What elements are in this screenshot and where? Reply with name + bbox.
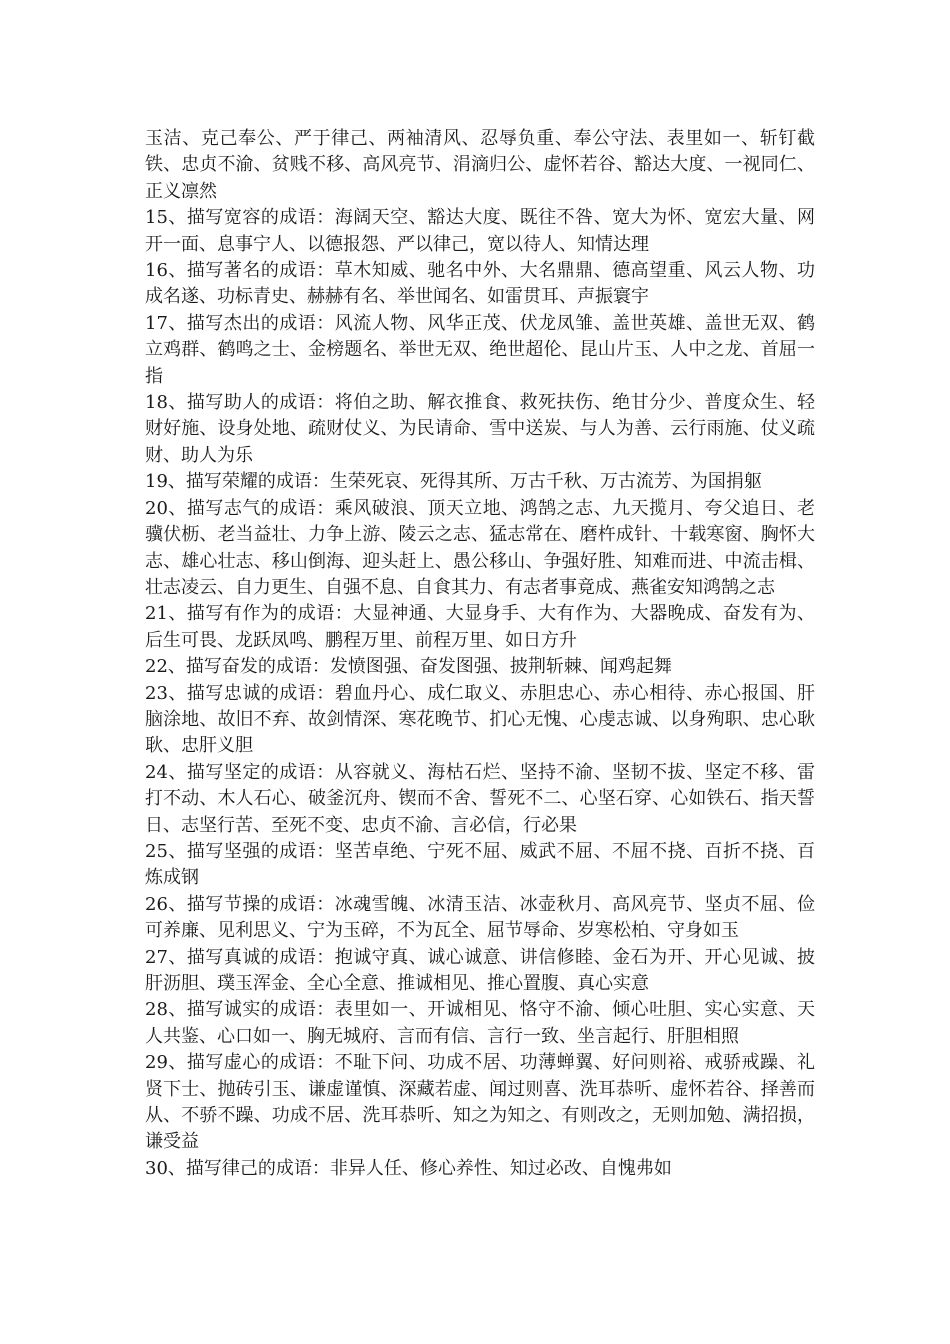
paragraph-striving: 22、描写奋发的成语：发愤图强、奋发图强、披荆斩棘、闻鸡起舞 (145, 656, 672, 678)
paragraph-modesty: 29、描写虚心的成语：不耻下问、功成不居、功薄蝉翼、好问则裕、戒骄戒躁、礼贤下士、抛砖引玉、谦虚谨慎、深藏若虚、闻过则喜、洗耳恭听、虚怀若谷、择善而从、不骄不躁、功成不居、洗耳恭听、知之为知之、有则改之，无则加勉、满招损，谦受益 (145, 1052, 815, 1153)
paragraph-integrity-continued: 玉洁、克己奉公、严于律己、两袖清风、忍辱负重、奉公守法、表里如一、斩钉截铁、忠贞不渝、贫贱不移、高风亮节、涓滴归公、虚怀若谷、豁达大度、一视同仁、正义凛然 (145, 128, 815, 202)
paragraph-helping: 18、描写助人的成语：将伯之助、解衣推食、救死扶伤、绝甘分少、普度众生、轻财好施、设身处地、疏财仗义、为民请命、雪中送炭、与人为善、云行雨施、仗义疏财、助人为乐 (145, 392, 815, 466)
paragraph-loyalty: 23、描写忠诚的成语：碧血丹心、成仁取义、赤胆忠心、赤心相待、赤心报国、肝脑涂地、故旧不弃、故剑情深、寒花晚节、扪心无愧、心虔志诚、以身殉职、忠心耿耿、忠肝义胆 (145, 682, 815, 757)
paragraph-strong: 25、描写坚强的成语：坚苦卓绝、宁死不屈、威武不屈、不屈不挠、百折不挠、百炼成钢 (145, 840, 815, 889)
paragraph-accomplishment: 21、描写有作为的成语：大显神通、大显身手、大有作为、大器晚成、奋发有为、后生可畏、龙跃凤鸣、鹏程万里、前程万里、如日方升 (145, 603, 815, 651)
paragraph-famous: 16、描写著名的成语：草木知威、驰名中外、大名鼎鼎、德高望重、风云人物、功成名遂、功标青史、赫赫有名、举世闻名、如雷贯耳、声振寰宇 (145, 260, 815, 308)
paragraph-tolerance: 15、描写宽容的成语：海阔天空、豁达大度、既往不咎、宽大为怀、宽宏大量、网开一面、息事宁人、以德报怨、严以律己，宽以待人、知情达理 (145, 207, 815, 255)
paragraph-integrity: 26、描写节操的成语：冰魂雪魄、冰清玉洁、冰壶秋月、高风亮节、坚贞不屈、俭可养廉、见利思义、宁为玉碎，不为瓦全、屈节辱命、岁寒松柏、守身如玉 (145, 893, 815, 942)
paragraph-sincerity: 27、描写真诚的成语：抱诚守真、诚心诚意、讲信修睦、金石为开、开心见诚、披肝沥胆、璞玉浑金、全心全意、推诚相见、推心置腹、真心实意 (145, 946, 815, 994)
document-body (145, 126, 815, 1182)
paragraph-glory: 19、描写荣耀的成语：生荣死哀、死得其所、万古千秋、万古流芳、为国捐躯 (145, 471, 762, 493)
paragraph-honesty: 28、描写诚实的成语：表里如一、开诚相见、恪守不渝、倾心吐胆、实心实意、天人共鉴、心口如一、胸无城府、言而有信、言行一致、坐言起行、肝胆相照 (145, 999, 815, 1047)
paragraph-ambition: 20、描写志气的成语：乘风破浪、顶天立地、鸿鹄之志、九天揽月、夸父追日、老骥伏枥、老当益壮、力争上游、陵云之志、猛志常在、磨杵成针、十载寒窗、胸怀大志、雄心壮志、移山倒海、迎头赶上、愚公移山、争强好胜、知难而进、中流击楫、壮志凌云、自力更生、自强不息、自食其力、有志者事竟成、燕雀安知鸿鹄之志 (145, 497, 815, 598)
paragraph-self-discipline: 30、描写律己的成语：非异人任、修心养性、知过必改、自愧弗如 (145, 1157, 672, 1179)
paragraph-outstanding: 17、描写杰出的成语：风流人物、风华正茂、伏龙凤雏、盖世英雄、盖世无双、鹤立鸡群、鹤鸣之士、金榜题名、举世无双、绝世超伦、昆山片玉、人中之龙、首屈一指 (145, 312, 815, 387)
paragraph-steadfast: 24、描写坚定的成语：从容就义、海枯石烂、坚持不渝、坚韧不拔、坚定不移、雷打不动、木人石心、破釜沉舟、锲而不舍、誓死不二、心坚石穿、心如铁石、指天誓日、志坚行苦、至死不变、忠贞不渝、言必信，行必果 (145, 761, 815, 836)
